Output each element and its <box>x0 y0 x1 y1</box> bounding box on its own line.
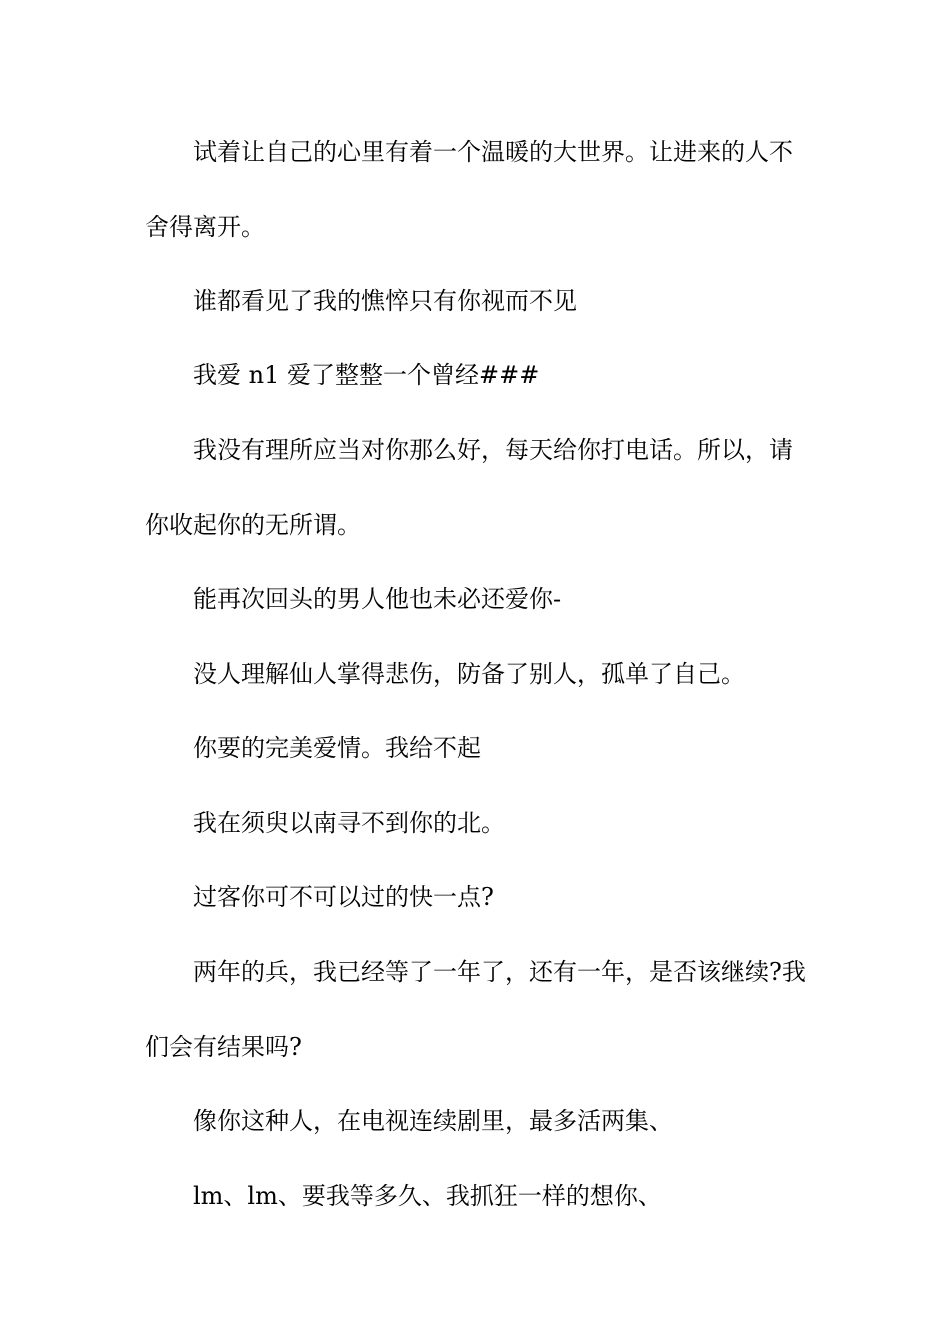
text-line: 像你这种人，在电视连续剧里，最多活两集、 <box>193 1107 673 1135</box>
text-line: 我爱 n1 爱了整整一个曾经### <box>193 361 540 389</box>
text-line: 没人理解仙人掌得悲伤，防备了别人，孤单了自己。 <box>193 660 745 688</box>
text-line: 你收起你的无所谓。 <box>145 511 361 539</box>
text-line: 试着让自己的心里有着一个温暖的大世界。让进来的人不 <box>193 138 793 166</box>
text-line: 舍得离开。 <box>145 213 265 241</box>
text-line: 能再次回头的男人他也未必还爱你- <box>193 585 562 613</box>
text-line: 我没有理所应当对你那么好，每天给你打电话。所以，请 <box>193 436 793 464</box>
text-line: lm、lm、要我等多久、我抓狂一样的想你、 <box>193 1182 662 1210</box>
text-line: 过客你可不可以过的快一点? <box>193 883 494 911</box>
text-line: 你要的完美爱情。我给不起 <box>193 734 481 762</box>
text-line: 两年的兵，我已经等了一年了，还有一年，是否该继续?我 <box>193 958 806 986</box>
text-line: 谁都看见了我的憔悴只有你视而不见 <box>193 287 577 315</box>
text-line: 们会有结果吗? <box>145 1033 302 1061</box>
text-line: 我在须臾以南寻不到你的北。 <box>193 809 505 837</box>
